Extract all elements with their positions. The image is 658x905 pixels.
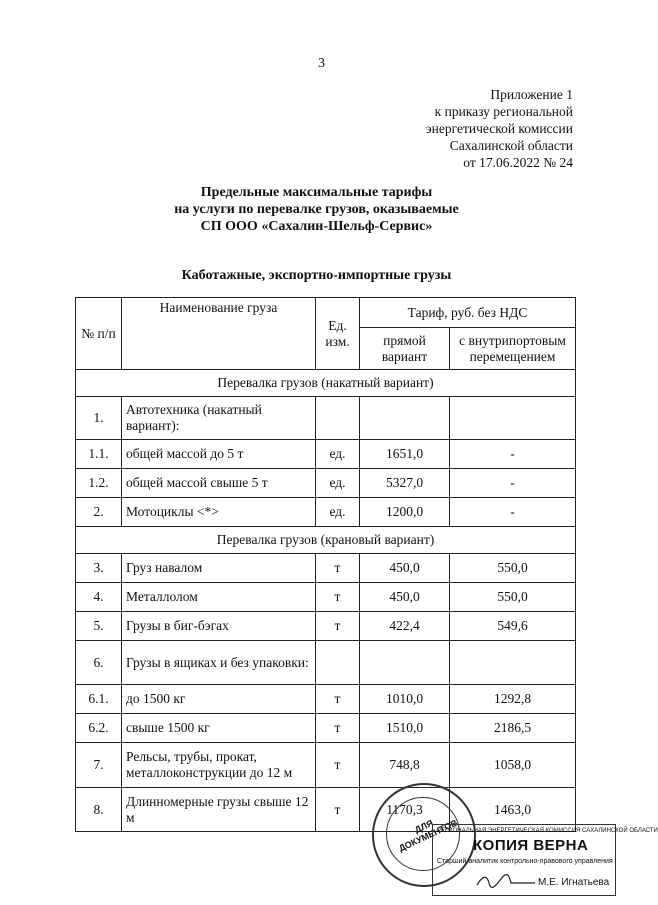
appendix-line: Приложение 1	[490, 87, 573, 102]
appendix-line: Сахалинской области	[449, 138, 573, 153]
appendix-line: энергетической комиссии	[425, 121, 573, 136]
cell-num: 1.	[76, 397, 122, 440]
table-row	[76, 714, 576, 743]
cell-unit: т	[316, 788, 360, 832]
cell-num: 2.	[76, 498, 122, 527]
cell-name: свыше 1500 кг	[122, 714, 316, 743]
cell-direct: 1651,0	[360, 440, 450, 469]
signature	[475, 873, 545, 889]
cell-name: Груз навалом	[122, 554, 316, 583]
header-unit: Ед. изм.	[316, 298, 360, 370]
cell-num: 8.	[76, 788, 122, 832]
stamp-name: М.Е. Игнатьева	[538, 877, 610, 888]
header-tariff: Тариф, руб. без НДС	[360, 298, 576, 328]
appendix-line: от 17.06.2022 № 24	[463, 155, 573, 170]
cell-name: Рельсы, трубы, прокат, металлоконструкции до 12 м	[122, 743, 316, 788]
cell-name: Грузы в биг-бэгах	[122, 612, 316, 641]
cell-intraport: -	[450, 498, 576, 527]
cell-intraport: 1292,8	[450, 685, 576, 714]
cell-unit: т	[316, 554, 360, 583]
cell-unit	[316, 641, 360, 685]
round-seal-text: ДЛЯ ДОКУМЕНТОВ	[397, 817, 460, 854]
table-row	[76, 397, 576, 440]
cell-unit: т	[316, 714, 360, 743]
table-row	[76, 743, 576, 788]
page-number: 3	[318, 56, 325, 71]
cell-intraport: 1058,0	[450, 743, 576, 788]
cell-intraport: -	[450, 440, 576, 469]
cell-intraport: 549,6	[450, 612, 576, 641]
header-num: № п/п	[76, 298, 122, 370]
tariff-table	[75, 297, 576, 832]
section-row: Перевалка грузов (накатный вариант)	[76, 370, 576, 397]
cell-direct: 1170,3	[360, 788, 450, 832]
section-subtitle: Каботажные, экспортно-импортные грузы	[181, 268, 452, 283]
cell-name: Длинномерные грузы свыше 12 м	[122, 788, 316, 832]
title-line: СП ООО «Сахалин-Шельф-Сервис»	[200, 219, 433, 234]
cell-num: 6.1.	[76, 685, 122, 714]
cell-name: Грузы в ящиках и без упаковки:	[122, 641, 316, 685]
table-row	[76, 612, 576, 641]
cell-intraport	[450, 397, 576, 440]
cell-name: Автотехника (накатный вариант):	[122, 397, 316, 440]
table-row	[76, 469, 576, 498]
cell-unit: т	[316, 685, 360, 714]
cell-intraport: 550,0	[450, 554, 576, 583]
cell-unit: ед.	[316, 440, 360, 469]
stamp-position: Старший аналитик контрольно-правового управления	[437, 858, 613, 865]
table-row	[76, 685, 576, 714]
table-row	[76, 498, 576, 527]
cell-intraport: 1463,0	[450, 788, 576, 832]
cell-direct: 5327,0	[360, 469, 450, 498]
cell-name: общей массой до 5 т	[122, 440, 316, 469]
cell-direct	[360, 641, 450, 685]
cell-intraport: -	[450, 469, 576, 498]
cell-direct: 748,8	[360, 743, 450, 788]
cell-num: 6.2.	[76, 714, 122, 743]
copy-verified-stamp	[432, 824, 658, 896]
cell-num: 7.	[76, 743, 122, 788]
cell-unit	[316, 397, 360, 440]
header-direct: прямой вариант	[360, 328, 450, 370]
cell-direct: 1200,0	[360, 498, 450, 527]
cell-num: 3.	[76, 554, 122, 583]
cell-num: 1.2.	[76, 469, 122, 498]
header-intraport: с внутрипортовым перемещением	[450, 328, 576, 370]
cell-num: 5.	[76, 612, 122, 641]
header-name: Наименование груза	[122, 298, 316, 370]
appendix-line: к приказу региональной	[434, 104, 573, 119]
table-row	[76, 583, 576, 612]
cell-direct: 450,0	[360, 583, 450, 612]
cell-unit: ед.	[316, 469, 360, 498]
cell-unit: т	[316, 612, 360, 641]
cell-direct: 1510,0	[360, 714, 450, 743]
cell-intraport: 550,0	[450, 583, 576, 612]
cell-direct: 1010,0	[360, 685, 450, 714]
cell-unit: ед.	[316, 498, 360, 527]
appendix-block	[313, 86, 573, 171]
cell-unit: т	[316, 583, 360, 612]
table-row	[76, 554, 576, 583]
stamp-heading: КОПИЯ ВЕРНА	[473, 837, 589, 854]
cell-name: до 1500 кг	[122, 685, 316, 714]
cell-direct: 422,4	[360, 612, 450, 641]
table-row	[76, 440, 576, 469]
cell-name: Мотоциклы <*>	[122, 498, 316, 527]
cell-name: Металлолом	[122, 583, 316, 612]
cell-direct: 450,0	[360, 554, 450, 583]
stamp-department: РЕГИОНАЛЬНАЯ ЭНЕРГЕТИЧЕСКАЯ КОМИССИЯ САХАЛИНСКОЙ ОБЛАСТИ	[437, 828, 658, 834]
cell-num: 6.	[76, 641, 122, 685]
section-row: Перевалка грузов (крановый вариант)	[76, 527, 576, 554]
cell-num: 4.	[76, 583, 122, 612]
cell-name: общей массой свыше 5 т	[122, 469, 316, 498]
cell-direct	[360, 397, 450, 440]
cell-num: 1.1.	[76, 440, 122, 469]
cell-unit: т	[316, 743, 360, 788]
cell-intraport	[450, 641, 576, 685]
title-line: на услуги по перевалке грузов, оказываемые	[174, 202, 459, 217]
table-row	[76, 641, 576, 685]
document-title	[0, 184, 633, 235]
cell-intraport: 2186,5	[450, 714, 576, 743]
title-line: Предельные максимальные тарифы	[200, 185, 433, 200]
